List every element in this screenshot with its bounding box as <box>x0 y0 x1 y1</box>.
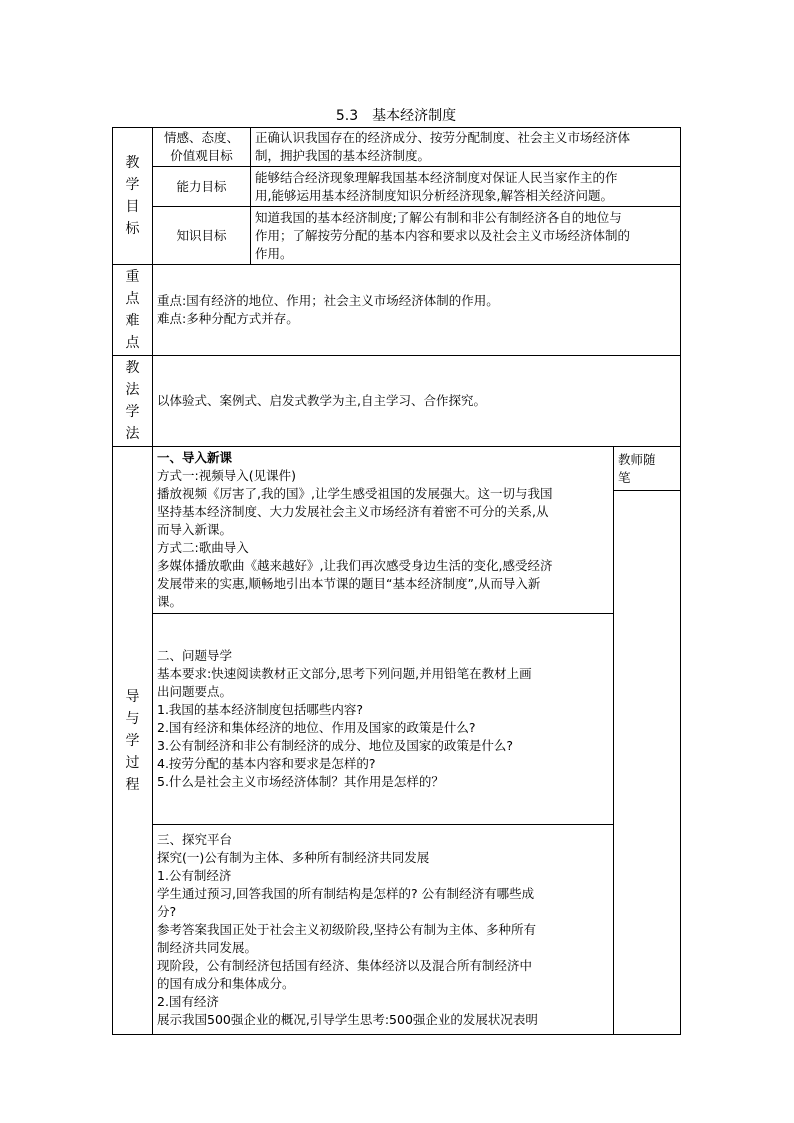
section-questions: 二、问题导学 基本要求:快速阅读教材正文部分,思考下列问题,并用铅笔在教材上画 出问题要点。 1.我国的基本经济制度包括哪些内容? 2.国有经济和集体经济的地位、作用及国家的政策是什么? 3.公有制经济和非公有制经济的成分、地位及国家的政策是什么? 4.按劳分配的基本内容和要求是怎样的? 5.什么是社会主义市场经济体制？其作用是怎样的？ <box>153 614 614 825</box>
goals-side-label: 教 学 目 标 <box>113 128 153 265</box>
section-explore: 三、探究平台 探究(一)公有制为主体、多种所有制经济共同发展 1.公有制经济 学生通过预习,回答我国的所有制结构是怎样的? 公有制经济有哪些成 分? 参考答案我国正处于社会主义初级阶段,坚持公有制为主体、多种所有 制经济共同发展。 现阶段，公有制经济包括国有经济、集体经济以及混合所有制经济中 的国有成分和集体成分。 2.国有经济 展示我国500强企业的概况,引导学生思考:500强企业的发展状况表明 <box>153 825 614 1035</box>
section-intro: 一、导入新课 方式一:视频导入(见课件) 播放视频《厉害了,我的国》,让学生感受祖国的发展强大。这一切与我国 坚持基本经济制度、大力发展社会主义市场经济有着密不可分的关系,从 而导入新课。 方式二:歌曲导入 多媒体播放歌曲《越来越好》,让我们再次感受身边生活的变化,感受经济 发展带来的实惠,顺畅地引出本节课的题目“基本经济制度”,从而导入新 课。 <box>153 447 614 614</box>
process-section3-row <box>113 825 681 1035</box>
goal-label-knowledge: 知识目标 <box>153 207 251 265</box>
goal-text-knowledge: 知道我国的基本经济制度;了解公有制和非公有制经济各自的地位与 作用；了解按劳分配的基本内容和要求以及社会主义市场经济体制的 作用。 <box>251 207 681 265</box>
keypoints-row <box>113 265 681 356</box>
process-section1-row <box>113 447 681 491</box>
keypoints-text: 重点:国有经济的地位、作用；社会主义市场经济体制的作用。 难点:多种分配方式并存。 <box>153 265 681 356</box>
section-questions-heading: 二、问题导学 <box>157 648 233 663</box>
methods-row <box>113 356 681 447</box>
goal-text-ability: 能够结合经济现象理解我国基本经济制度对保证人民当家作主的作 用,能够运用基本经济制度知识分析经济现象,解答相关经济问题。 <box>251 167 681 207</box>
teacher-notes-area <box>614 491 681 1035</box>
page-title: 5.3 基本经济制度 <box>335 108 457 124</box>
goal-label-emotion: 情感、态度、 价值观目标 <box>153 128 251 167</box>
process-section2-row <box>113 614 681 825</box>
keypoints-side-label: 重 点 难 点 <box>113 265 153 356</box>
goal-row-ability <box>113 167 681 207</box>
section-intro-heading: 一、导入新课 <box>157 450 233 465</box>
process-side-label: 导 与 学 过 程 <box>113 447 153 1035</box>
section-explore-heading: 三、探究平台 <box>157 831 233 847</box>
lesson-plan-table <box>112 127 681 1035</box>
goal-text-emotion: 正确认识我国存在的经济成分、按劳分配制度、社会主义市场经济体 制，拥护我国的基本经济制度。 <box>251 128 681 167</box>
goal-label-ability: 能力目标 <box>153 167 251 207</box>
teacher-notes-header: 教师随 笔 <box>614 447 681 491</box>
methods-text: 以体验式、案例式、启发式教学为主,自主学习、合作探究。 <box>153 356 681 447</box>
goal-row-knowledge <box>113 207 681 265</box>
goal-row-emotion <box>113 128 681 167</box>
methods-side-label: 教 法 学 法 <box>113 356 153 447</box>
